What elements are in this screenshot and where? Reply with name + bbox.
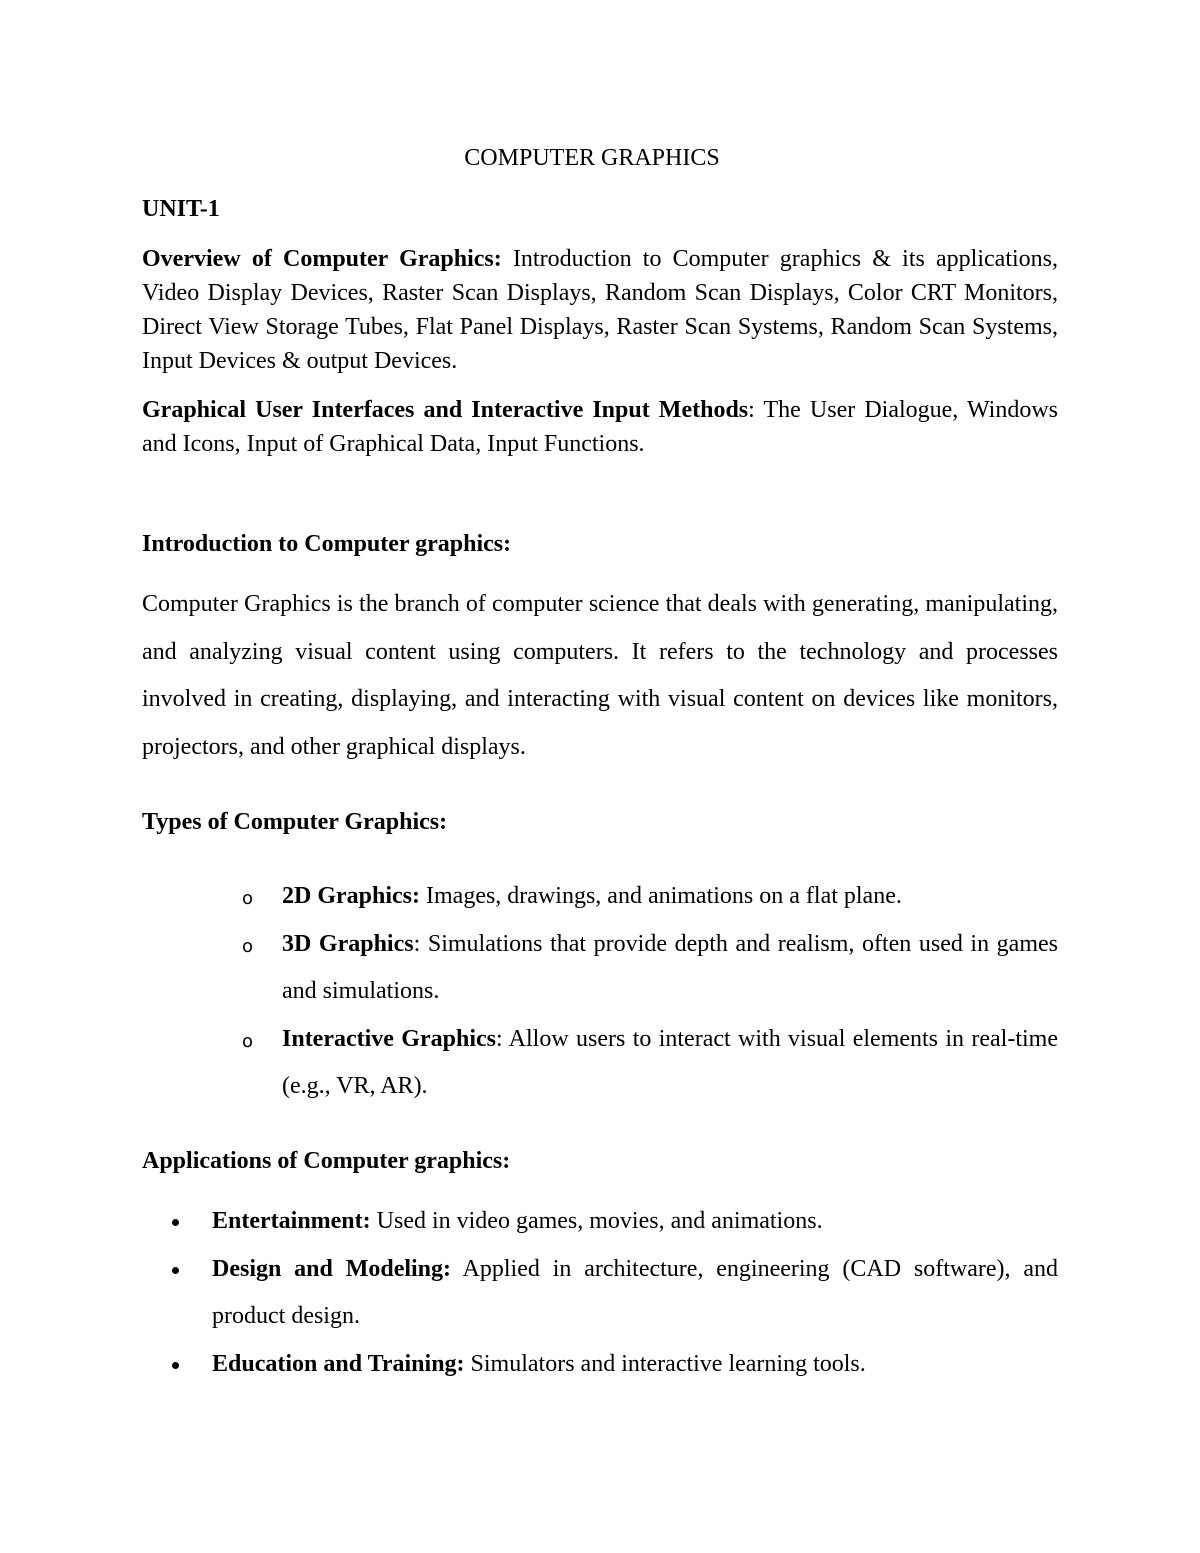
types-list-item xyxy=(242,873,1058,921)
gui-paragraph xyxy=(142,393,1058,461)
type-label: 3D Graphics xyxy=(282,930,414,957)
overview-label: Overview of Computer Graphics: xyxy=(142,246,502,272)
overview-paragraph xyxy=(142,242,1058,378)
types-heading: Types of Computer Graphics: xyxy=(142,809,448,835)
gui-text: : The User Dialogue, Windows and Icons, Input of Graphical Data, Input Functions. xyxy=(142,397,1058,457)
unit-heading: UNIT-1 xyxy=(142,196,220,222)
bullet-dot-icon xyxy=(172,1267,179,1274)
type-label: Interactive Graphics xyxy=(282,1025,496,1052)
gui-label: Graphical User Interfaces and Interactive Input Methods xyxy=(142,397,749,423)
application-text: Applied in architecture, engineering (CAD software), and product design. xyxy=(212,1255,1058,1329)
applications-list xyxy=(172,1198,1058,1388)
document-title: COMPUTER GRAPHICS xyxy=(464,145,720,171)
overview-text: Introduction to Computer graphics & its applications, Video Display Devices, Raster Scan Displays, Random Scan Displays, Color CRT Monitors, Direct View Storage Tubes, Flat Panel Displays, Raster Scan Systems, Random Scan Systems, Input Devices & output Devices. xyxy=(142,246,1058,374)
application-text: Simulators and interactive learning tools. xyxy=(464,1350,866,1377)
application-label: Entertainment: xyxy=(212,1208,371,1234)
types-list xyxy=(242,873,1058,1111)
applications-list-item xyxy=(172,1198,1058,1246)
applications-heading: Applications of Computer graphics: xyxy=(142,1148,511,1174)
circle-bullet-icon: o xyxy=(242,1030,254,1052)
intro-heading: Introduction to Computer graphics: xyxy=(142,531,512,557)
application-text: Used in video games, movies, and animations. xyxy=(370,1208,823,1234)
type-text: : Simulations that provide depth and realism, often used in games and simulations. xyxy=(282,930,1058,1004)
types-list-item xyxy=(242,1016,1058,1111)
circle-bullet-icon: o xyxy=(242,935,254,957)
applications-list-item xyxy=(172,1246,1058,1341)
bullet-dot-icon xyxy=(172,1219,179,1226)
type-label: 2D Graphics: xyxy=(282,883,420,909)
type-text: : Allow users to interact with visual elements in real-time (e.g., VR, AR). xyxy=(282,1025,1059,1099)
circle-bullet-icon: o xyxy=(242,888,254,909)
application-label: Design and Modeling: xyxy=(212,1255,452,1282)
application-label: Education and Training: xyxy=(212,1350,465,1377)
types-list-item xyxy=(242,921,1058,1016)
intro-body: Computer Graphics is the branch of computer science that deals with generating, manipulating, and analyzing visual content using computers. It refers to the technology and processes involved in creating, displaying, and interacting with visual content on devices like monitors, projectors, and other graphical displays. xyxy=(142,591,1058,760)
type-text: Images, drawings, and animations on a flat plane. xyxy=(420,883,902,909)
bullet-dot-icon xyxy=(172,1362,179,1369)
applications-list-item xyxy=(172,1341,1058,1389)
